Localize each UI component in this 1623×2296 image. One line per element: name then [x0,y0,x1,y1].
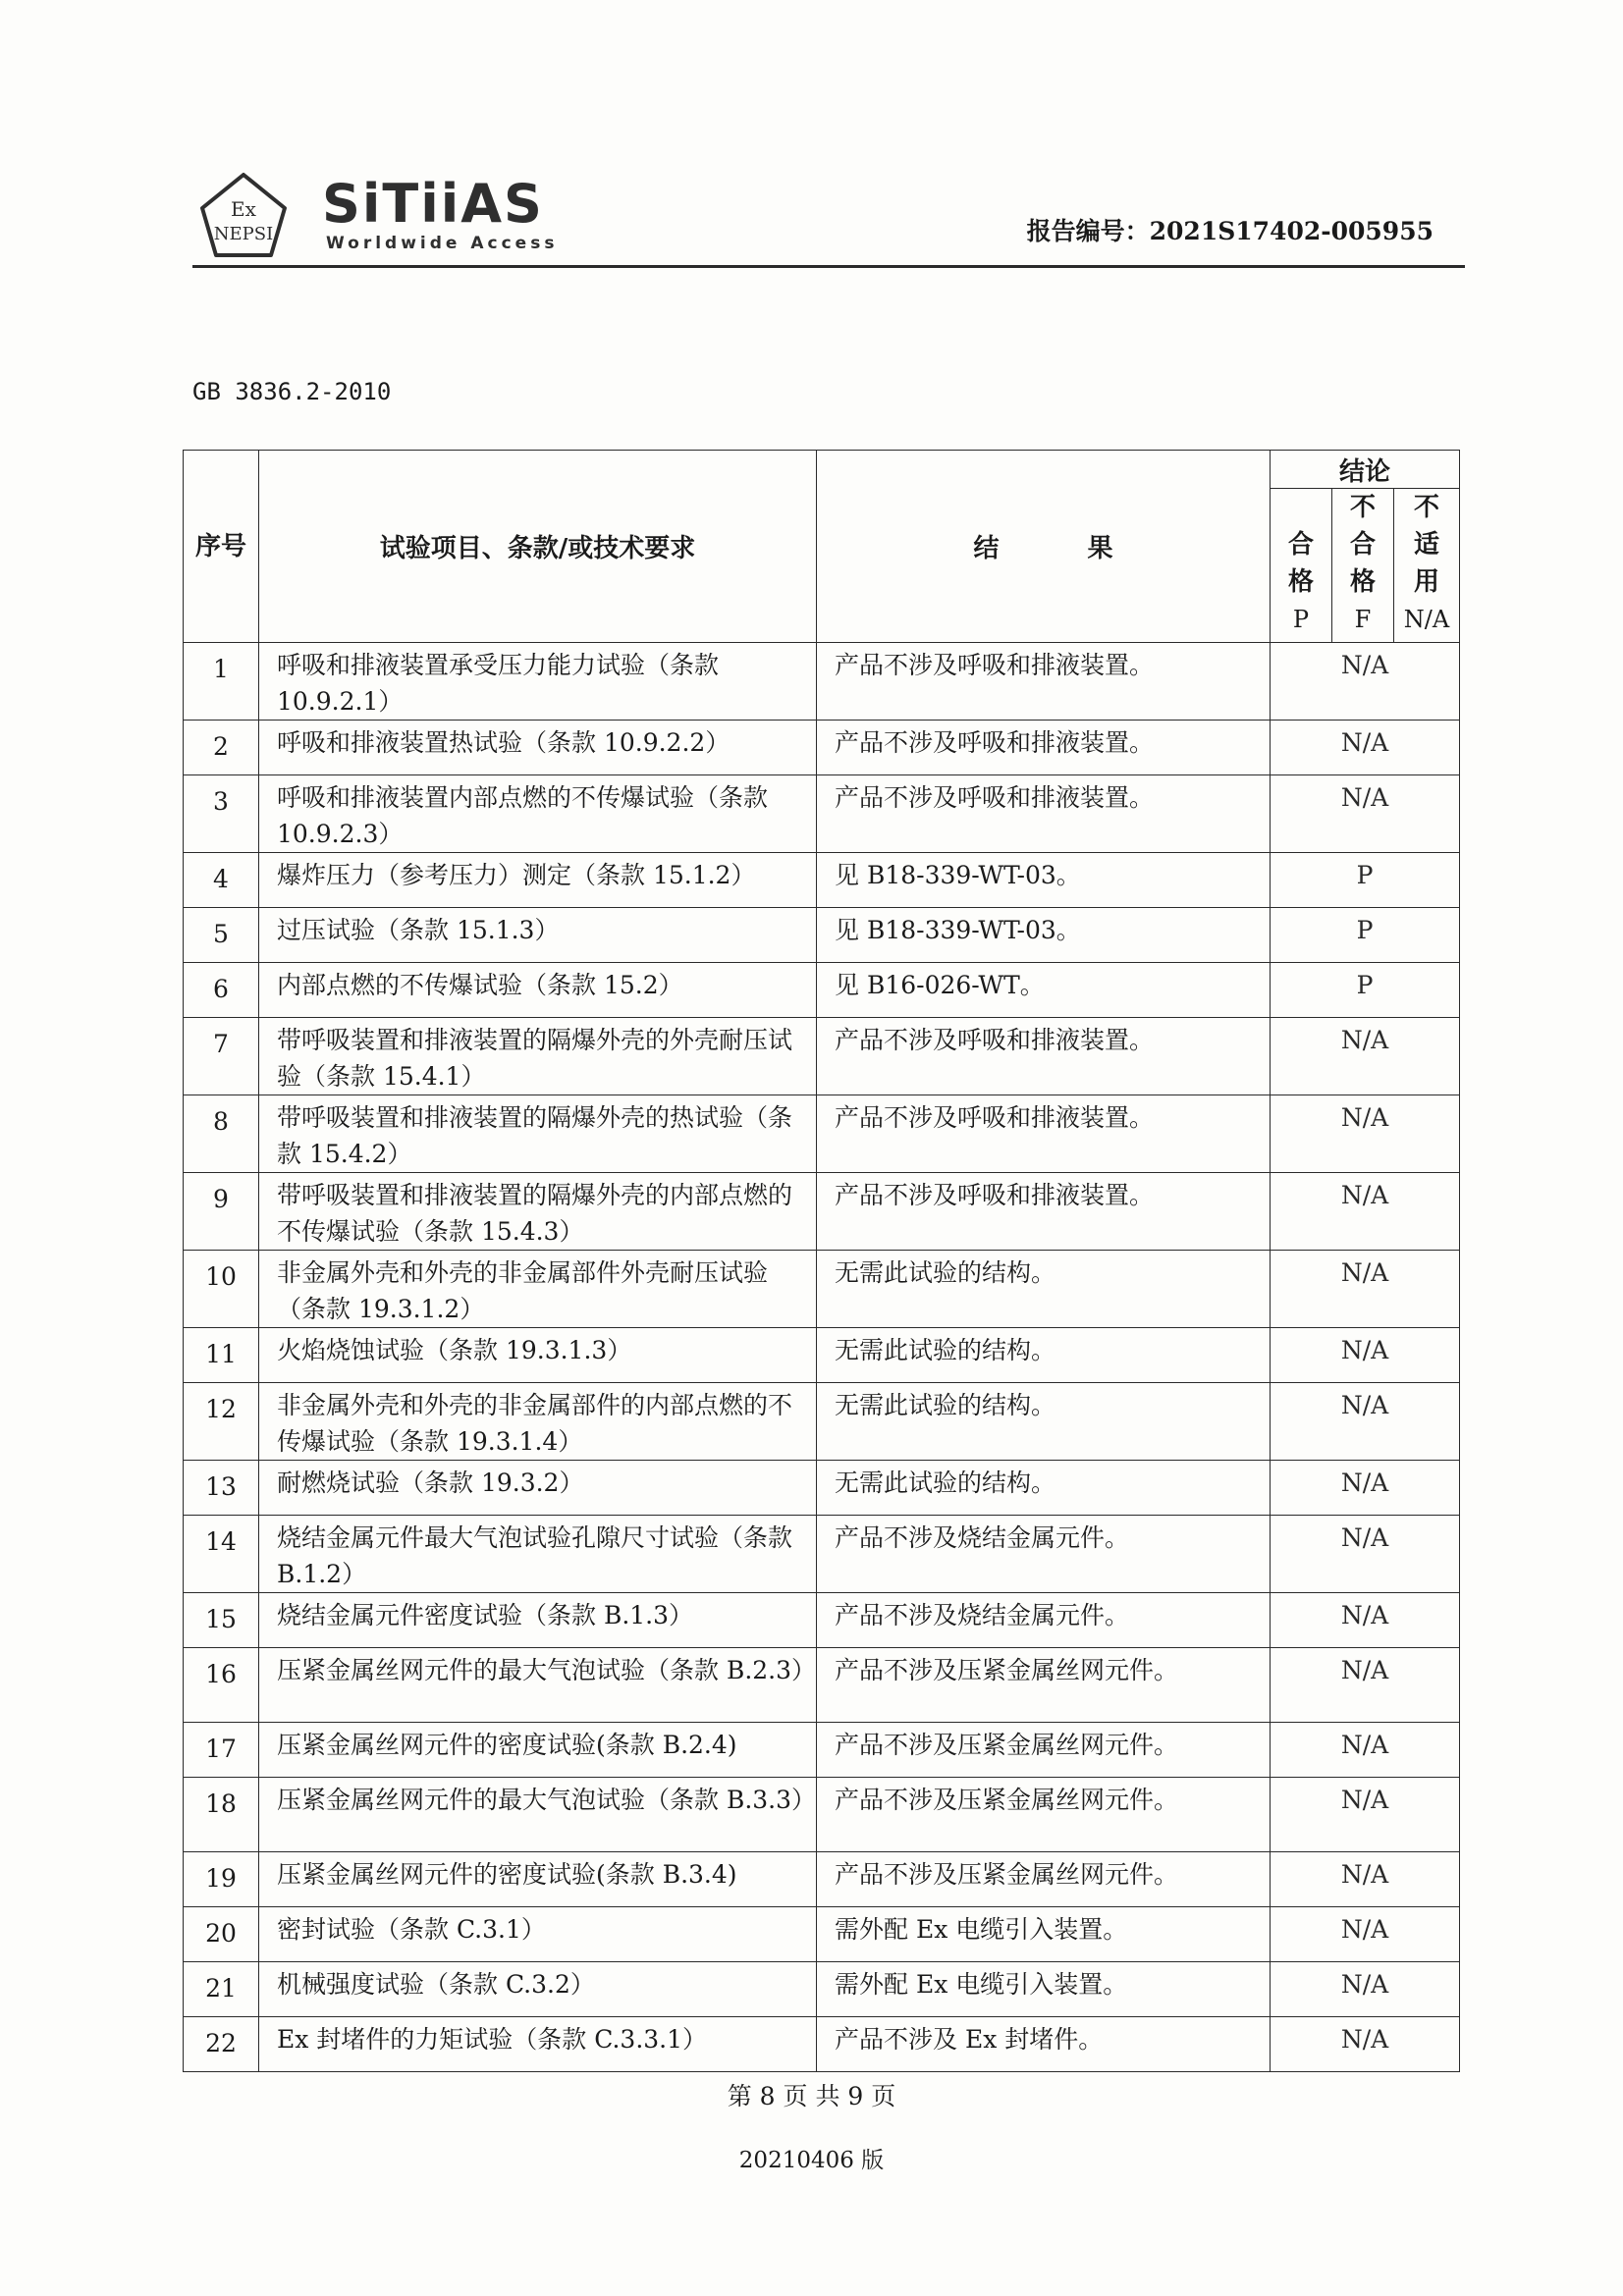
row-result: 见 B16-026-WT。 [817,963,1271,1018]
row-result: 产品不涉及压紧金属丝网元件。 [817,1723,1271,1778]
row-item: 爆炸压力（参考压力）测定（条款 15.1.2） [259,853,817,908]
row-conclusion: P [1271,963,1460,1018]
row-result: 产品不涉及烧结金属元件。 [817,1516,1271,1593]
table-row [184,1173,1460,1251]
row-result: 产品不涉及压紧金属丝网元件。 [817,1852,1271,1907]
row-result: 产品不涉及呼吸和排液装置。 [817,643,1271,721]
sitiias-logo-wordmark: SiTiiAS [322,173,544,235]
row-result: 产品不涉及呼吸和排液装置。 [817,1095,1271,1173]
table-row [184,1461,1460,1516]
table-row [184,775,1460,853]
table-row [184,853,1460,908]
row-no: 11 [184,1328,259,1383]
row-item: 烧结金属元件最大气泡试验孔隙尺寸试验（条款 B.1.2） [259,1516,817,1593]
pass-label: 合格 [1288,530,1315,597]
row-conclusion: N/A [1271,775,1460,853]
row-result: 无需此试验的结构。 [817,1251,1271,1328]
row-conclusion: N/A [1271,1018,1460,1095]
row-no: 18 [184,1778,259,1852]
row-item: 带呼吸装置和排液装置的隔爆外壳的内部点燃的不传爆试验（条款 15.4.3） [259,1173,817,1251]
row-no: 6 [184,963,259,1018]
row-item: 耐燃烧试验（条款 19.3.2） [259,1461,817,1516]
standard-code: GB 3836.2-2010 [192,378,392,405]
table-row [184,1962,1460,2017]
column-header-na [1394,489,1460,643]
row-result: 见 B18-339-WT-03。 [817,908,1271,963]
row-conclusion: N/A [1271,1328,1460,1383]
row-result: 产品不涉及呼吸和排液装置。 [817,1018,1271,1095]
column-header-item: 试验项目、条款/或技术要求 [259,451,817,643]
table-row [184,721,1460,775]
row-conclusion: N/A [1271,1778,1460,1852]
na-code: N/A [1403,606,1450,633]
row-item: 非金属外壳和外壳的非金属部件外壳耐压试验（条款 19.3.1.2） [259,1251,817,1328]
table-row [184,1516,1460,1593]
row-conclusion: N/A [1271,1962,1460,2017]
table-row [184,2017,1460,2072]
row-result: 产品不涉及呼吸和排液装置。 [817,1173,1271,1251]
row-item: 压紧金属丝网元件的最大气泡试验（条款 B.3.3） [259,1778,817,1852]
row-result: 需外配 Ex 电缆引入装置。 [817,1907,1271,1962]
column-header-conclusion: 结论 [1271,451,1460,489]
row-conclusion: P [1271,853,1460,908]
row-conclusion: N/A [1271,643,1460,721]
row-conclusion: N/A [1271,1173,1460,1251]
row-conclusion: P [1271,908,1460,963]
row-no: 14 [184,1516,259,1593]
row-item: 呼吸和排液装置承受压力能力试验（条款10.9.2.1） [259,643,817,721]
table-row [184,1723,1460,1778]
row-conclusion: N/A [1271,1251,1460,1328]
row-no: 7 [184,1018,259,1095]
table-row [184,1328,1460,1383]
column-header-result: 结果 [817,451,1271,643]
header-divider [192,265,1465,268]
row-item: 压紧金属丝网元件的密度试验(条款 B.3.4) [259,1852,817,1907]
row-result: 产品不涉及压紧金属丝网元件。 [817,1778,1271,1852]
row-no: 20 [184,1907,259,1962]
row-no: 21 [184,1962,259,2017]
fail-label: 不合格 [1350,493,1377,597]
row-item: 呼吸和排液装置热试验（条款 10.9.2.2） [259,721,817,775]
row-result: 无需此试验的结构。 [817,1328,1271,1383]
row-item: 非金属外壳和外壳的非金属部件的内部点燃的不传爆试验（条款 19.3.1.4） [259,1383,817,1461]
report-number: 报告编号：2021S17402-005955 [1026,217,1434,245]
row-no: 8 [184,1095,259,1173]
table-row [184,1251,1460,1328]
table-row [184,1778,1460,1852]
row-result: 产品不涉及呼吸和排液装置。 [817,775,1271,853]
row-no: 19 [184,1852,259,1907]
table-body [184,643,1460,2072]
row-no: 16 [184,1648,259,1723]
row-result: 产品不涉及 Ex 封堵件。 [817,2017,1271,2072]
row-no: 5 [184,908,259,963]
table-row [184,1593,1460,1648]
logo-tagline: Worldwide Access [326,234,559,253]
column-header-no: 序号 [184,451,259,643]
table-row [184,963,1460,1018]
logo-emblem-line1: Ex [231,197,256,221]
pass-code: P [1292,606,1310,633]
row-no: 2 [184,721,259,775]
table-row [184,1383,1460,1461]
row-item: 烧结金属元件密度试验（条款 B.1.3） [259,1593,817,1648]
column-header-pass [1271,489,1332,643]
report-header [196,169,1463,267]
row-item: Ex 封堵件的力矩试验（条款 C.3.3.1） [259,2017,817,2072]
row-conclusion: N/A [1271,721,1460,775]
row-no: 22 [184,2017,259,2072]
row-result: 产品不涉及烧结金属元件。 [817,1593,1271,1648]
row-item: 带呼吸装置和排液装置的隔爆外壳的热试验（条款 15.4.2） [259,1095,817,1173]
table-row [184,1648,1460,1723]
row-no: 9 [184,1173,259,1251]
nepsi-emblem-logo [196,169,291,263]
row-item: 带呼吸装置和排液装置的隔爆外壳的外壳耐压试验（条款 15.4.1） [259,1018,817,1095]
row-no: 15 [184,1593,259,1648]
row-item: 密封试验（条款 C.3.1） [259,1907,817,1962]
row-item: 过压试验（条款 15.1.3） [259,908,817,963]
row-conclusion: N/A [1271,1648,1460,1723]
row-no: 1 [184,643,259,721]
row-result: 产品不涉及呼吸和排液装置。 [817,721,1271,775]
row-no: 13 [184,1461,259,1516]
row-no: 3 [184,775,259,853]
row-result: 见 B18-339-WT-03。 [817,853,1271,908]
row-item: 火焰烧蚀试验（条款 19.3.1.3） [259,1328,817,1383]
row-conclusion: N/A [1271,1516,1460,1593]
row-result: 无需此试验的结构。 [817,1461,1271,1516]
table-row [184,1852,1460,1907]
table-row [184,908,1460,963]
row-conclusion: N/A [1271,2017,1460,2072]
test-results-table [183,450,1460,2072]
row-conclusion: N/A [1271,1095,1460,1173]
row-no: 4 [184,853,259,908]
row-item: 内部点燃的不传爆试验（条款 15.2） [259,963,817,1018]
table-row [184,1018,1460,1095]
row-no: 17 [184,1723,259,1778]
na-label: 不适用 [1414,493,1440,597]
row-conclusion: N/A [1271,1383,1460,1461]
table-row [184,643,1460,721]
row-result: 需外配 Ex 电缆引入装置。 [817,1962,1271,2017]
row-no: 12 [184,1383,259,1461]
version-label: 20210406 版 [738,2148,885,2173]
fail-code: F [1354,606,1372,633]
page-number: 第 8 页 共 9 页 [727,2082,896,2110]
table-row [184,1907,1460,1962]
logo-emblem-line2: NEPSI [213,224,274,244]
row-item: 压紧金属丝网元件的密度试验(条款 B.2.4) [259,1723,817,1778]
row-conclusion: N/A [1271,1461,1460,1516]
row-item: 呼吸和排液装置内部点燃的不传爆试验（条款 10.9.2.3） [259,775,817,853]
row-conclusion: N/A [1271,1907,1460,1962]
column-header-fail [1332,489,1394,643]
row-result: 产品不涉及压紧金属丝网元件。 [817,1648,1271,1723]
row-conclusion: N/A [1271,1723,1460,1778]
table-row [184,1095,1460,1173]
row-no: 10 [184,1251,259,1328]
row-result: 无需此试验的结构。 [817,1383,1271,1461]
row-item: 机械强度试验（条款 C.3.2） [259,1962,817,2017]
row-conclusion: N/A [1271,1852,1460,1907]
row-conclusion: N/A [1271,1593,1460,1648]
row-item: 压紧金属丝网元件的最大气泡试验（条款 B.2.3） [259,1648,817,1723]
